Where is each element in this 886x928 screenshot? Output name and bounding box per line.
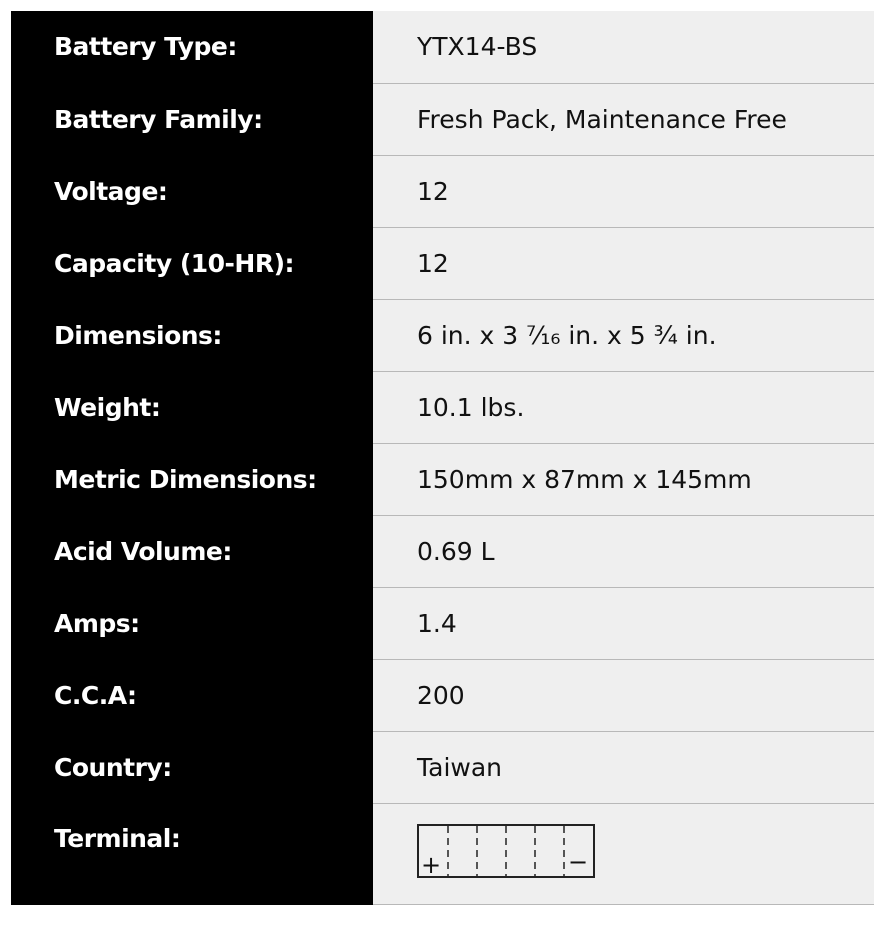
spec-value: Fresh Pack, Maintenance Free [373, 83, 874, 155]
spec-label: Amps: [11, 587, 373, 659]
terminal-layout-icon [417, 824, 595, 878]
spec-value: 6 in. x 3 ⁷⁄₁₆ in. x 5 ¾ in. [373, 299, 874, 371]
spec-label: Country: [11, 731, 373, 803]
spec-value: Taiwan [373, 731, 874, 803]
spec-row-terminal [11, 803, 874, 904]
spec-label: Voltage: [11, 155, 373, 227]
spec-row-weight [11, 371, 874, 443]
positive-terminal-icon: + [421, 850, 442, 878]
spec-row-acid-volume [11, 515, 874, 587]
terminal-cell-dividers [448, 826, 564, 876]
spec-value: 150mm x 87mm x 145mm [373, 443, 874, 515]
spec-value: 10.1 lbs. [373, 371, 874, 443]
spec-value: 12 [373, 227, 874, 299]
spec-label: Weight: [11, 371, 373, 443]
spec-label: Battery Family: [11, 83, 373, 155]
spec-row-dimensions [11, 299, 874, 371]
spec-value: 200 [373, 659, 874, 731]
spec-value: 1.4 [373, 587, 874, 659]
spec-row-metric-dimensions [11, 443, 874, 515]
spec-row-amps [11, 587, 874, 659]
spec-label: Capacity (10-HR): [11, 227, 373, 299]
spec-row-cca [11, 659, 874, 731]
spec-row-capacity [11, 227, 874, 299]
spec-value: 0.69 L [373, 515, 874, 587]
spec-label: Terminal: [11, 803, 373, 904]
spec-row-battery-type [11, 11, 874, 83]
spec-label: Battery Type: [11, 11, 373, 83]
spec-value-terminal [373, 803, 874, 904]
negative-terminal-icon: − [568, 847, 589, 876]
battery-spec-table [11, 11, 874, 905]
spec-row-battery-family [11, 83, 874, 155]
spec-label: C.C.A: [11, 659, 373, 731]
spec-label: Acid Volume: [11, 515, 373, 587]
spec-label: Dimensions: [11, 299, 373, 371]
spec-table-body [11, 11, 874, 904]
spec-value: YTX14-BS [373, 11, 874, 83]
spec-label: Metric Dimensions: [11, 443, 373, 515]
spec-value: 12 [373, 155, 874, 227]
spec-row-voltage [11, 155, 874, 227]
spec-row-country [11, 731, 874, 803]
